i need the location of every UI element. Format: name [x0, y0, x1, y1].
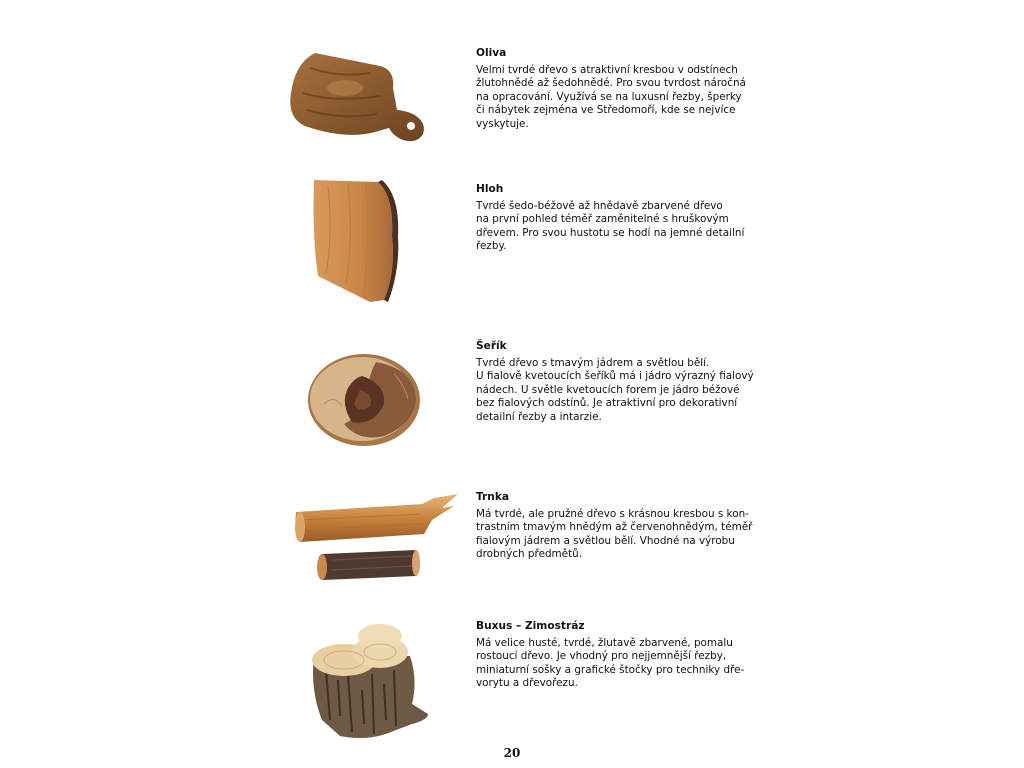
entry-line: bez fialových odstínů. Je atraktivní pro dekorativní: [476, 397, 738, 410]
entry-text: [476, 47, 748, 132]
entry-line: trastním tmavým hnědým až červenohnědým, téměř: [476, 521, 753, 534]
lilac-wood-slice-image: [304, 344, 428, 450]
blackthorn-wood-image: [292, 490, 462, 586]
entry-line: dřevem. Pro svou hustotu se hodí na jemné detailní: [476, 226, 745, 239]
olive-board-image: [285, 48, 430, 148]
entry-line: řezby.: [476, 240, 507, 253]
entry-line: Má velice husté, tvrdé, žlutavě zbarvené, pomalu: [476, 636, 733, 649]
entry-line: Tvrdé šedo-béžově až hnědavě zbarvené dřevo: [476, 199, 723, 212]
entry-line: rostoucí dřevo. Je vhodný pro nejjemnější řezby,: [476, 650, 727, 663]
entry-title: Oliva: [476, 47, 507, 59]
entry-title: Hloh: [476, 183, 504, 195]
entry-line: žlutohnědé až šedohnědé. Pro svou tvrdost náročná: [476, 77, 746, 90]
entry-line: nádech. U světle kvetoucích forem je jádro béžové: [476, 383, 740, 396]
hawthorn-wood-image: [308, 176, 400, 306]
entry-line: na opracování. Využívá se na luxusní řezby, šperky: [476, 90, 742, 103]
entry-line: či nábytek zejména ve Středomoří, kde se nejvíce: [476, 104, 736, 117]
entry-line: fialovým jádrem a světlou bělí. Vhodné na výrobu: [476, 534, 735, 547]
entry-title: Trnka: [476, 491, 510, 503]
entry-line: vyskytuje.: [476, 117, 529, 130]
entry-text: [476, 491, 753, 562]
entry-line: Velmi tvrdé dřevo s atraktivní kresbou v odstínech: [476, 63, 738, 76]
page-number: 20: [503, 746, 521, 760]
entry-line: Tvrdé dřevo s tmavým jádrem a světlou bělí.: [476, 356, 710, 369]
entry-line: Má tvrdé, ale pružné dřevo s krásnou kresbou s kon-: [476, 507, 749, 520]
boxwood-stump-image: [300, 620, 434, 742]
entry-line: U fialově kvetoucích šeříků má i jádro výrazný fialový: [476, 370, 754, 383]
entry-line: vorytu a dřevořezu.: [476, 677, 578, 690]
entry-line: drobných předmětů.: [476, 548, 583, 561]
entry-title: Buxus – Zimostráz: [476, 620, 585, 632]
entry-text: [476, 183, 748, 254]
entry-text: [476, 620, 748, 691]
entry-line: detailní řezby a intarzie.: [476, 410, 602, 423]
entry-line: na první pohled téměř zaměnitelné s hruškovým: [476, 213, 729, 226]
entry-line: miniaturní sošky a grafické štočky pro techniky dře-: [476, 663, 745, 676]
entry-title: Šeřík: [476, 340, 507, 352]
entry-text: [476, 340, 754, 425]
